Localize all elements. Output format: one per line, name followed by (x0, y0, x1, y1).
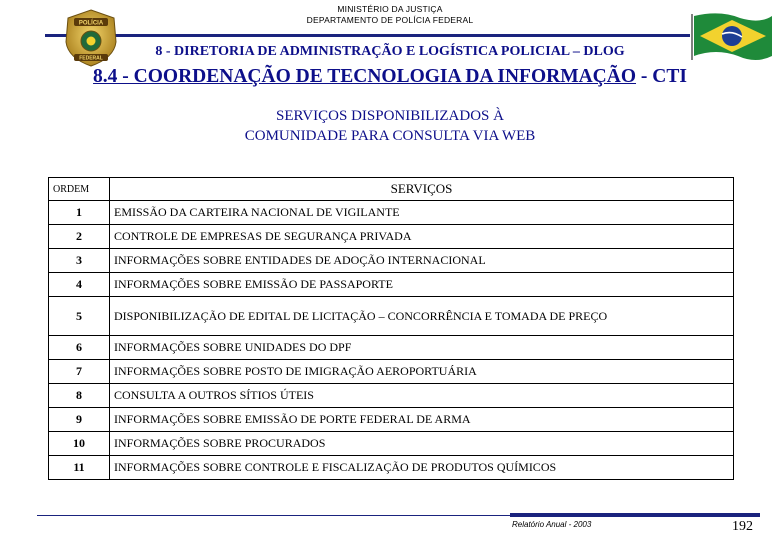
table-row (49, 225, 734, 249)
header-order: ORDEM (49, 178, 110, 201)
table-row (49, 201, 734, 225)
section-title-line2: COMUNIDADE PARA CONSULTA VIA WEB (244, 128, 536, 144)
directorate-title: 8 - DIRETORIA DE ADMINISTRAÇÃO E LOGÍSTICA POLICIAL – DLOG (155, 44, 625, 59)
row-order: 5 (49, 297, 110, 336)
table-row (49, 408, 734, 432)
row-service: INFORMAÇÕES SOBRE ENTIDADES DE ADOÇÃO INTERNACIONAL (110, 249, 734, 273)
footer-rule-thick (510, 513, 760, 517)
footer-rule-thin (37, 515, 510, 516)
row-service: EMISSÃO DA CARTEIRA NACIONAL DE VIGILANTE (110, 201, 734, 225)
row-order: 2 (49, 225, 110, 249)
table-row (49, 297, 734, 336)
row-order: 8 (49, 384, 110, 408)
row-order: 1 (49, 201, 110, 225)
row-service: CONSULTA A OUTROS SÍTIOS ÚTEIS (110, 384, 734, 408)
row-service: INFORMAÇÕES SOBRE EMISSÃO DE PASSAPORTE (110, 273, 734, 297)
report-label: Relatório Anual - 2003 (512, 520, 592, 529)
row-order: 9 (49, 408, 110, 432)
coordination-title-main: 8.4 - COORDENAÇÃO DE TECNOLOGIA DA INFORMAÇÃO (93, 66, 637, 87)
row-service: INFORMAÇÕES SOBRE CONTROLE E FISCALIZAÇÃO DE PRODUTOS QUÍMICOS (110, 456, 734, 480)
emblem-bottom-text: FEDERAL (79, 55, 103, 62)
ministry-name: MINISTÉRIO DA JUSTIÇA (337, 4, 443, 14)
table-header-row (49, 178, 734, 201)
table-row (49, 456, 734, 480)
row-service: DISPONIBILIZAÇÃO DE EDITAL DE LICITAÇÃO – CONCORRÊNCIA E TOMADA DE PREÇO (110, 297, 734, 336)
row-order: 6 (49, 336, 110, 360)
services-table (48, 177, 734, 480)
page-number: 192 (732, 519, 753, 534)
header-rule (45, 34, 695, 37)
row-order: 7 (49, 360, 110, 384)
coordination-title-suffix: - CTI (636, 66, 687, 87)
row-service: INFORMAÇÕES SOBRE POSTO DE IMIGRAÇÃO AEROPORTUÁRIA (110, 360, 734, 384)
coordination-title (0, 66, 780, 88)
row-order: 3 (49, 249, 110, 273)
section-title-line1: SERVIÇOS DISPONIBILIZADOS À (276, 108, 504, 124)
row-service: INFORMAÇÕES SOBRE UNIDADES DO DPF (110, 336, 734, 360)
table-row (49, 384, 734, 408)
section-title (0, 106, 780, 146)
department-name: DEPARTAMENTO DE POLÍCIA FEDERAL (306, 15, 474, 25)
emblem-top-text: POLÍCIA (78, 20, 104, 27)
header-services: SERVIÇOS (110, 178, 734, 201)
table-row (49, 249, 734, 273)
table-row (49, 273, 734, 297)
table-row (49, 432, 734, 456)
row-order: 4 (49, 273, 110, 297)
row-service: INFORMAÇÕES SOBRE PROCURADOS (110, 432, 734, 456)
table-row (49, 336, 734, 360)
row-service: INFORMAÇÕES SOBRE EMISSÃO DE PORTE FEDERAL DE ARMA (110, 408, 734, 432)
table-row (49, 360, 734, 384)
row-order: 10 (49, 432, 110, 456)
row-order: 11 (49, 456, 110, 480)
row-service: CONTROLE DE EMPRESAS DE SEGURANÇA PRIVADA (110, 225, 734, 249)
